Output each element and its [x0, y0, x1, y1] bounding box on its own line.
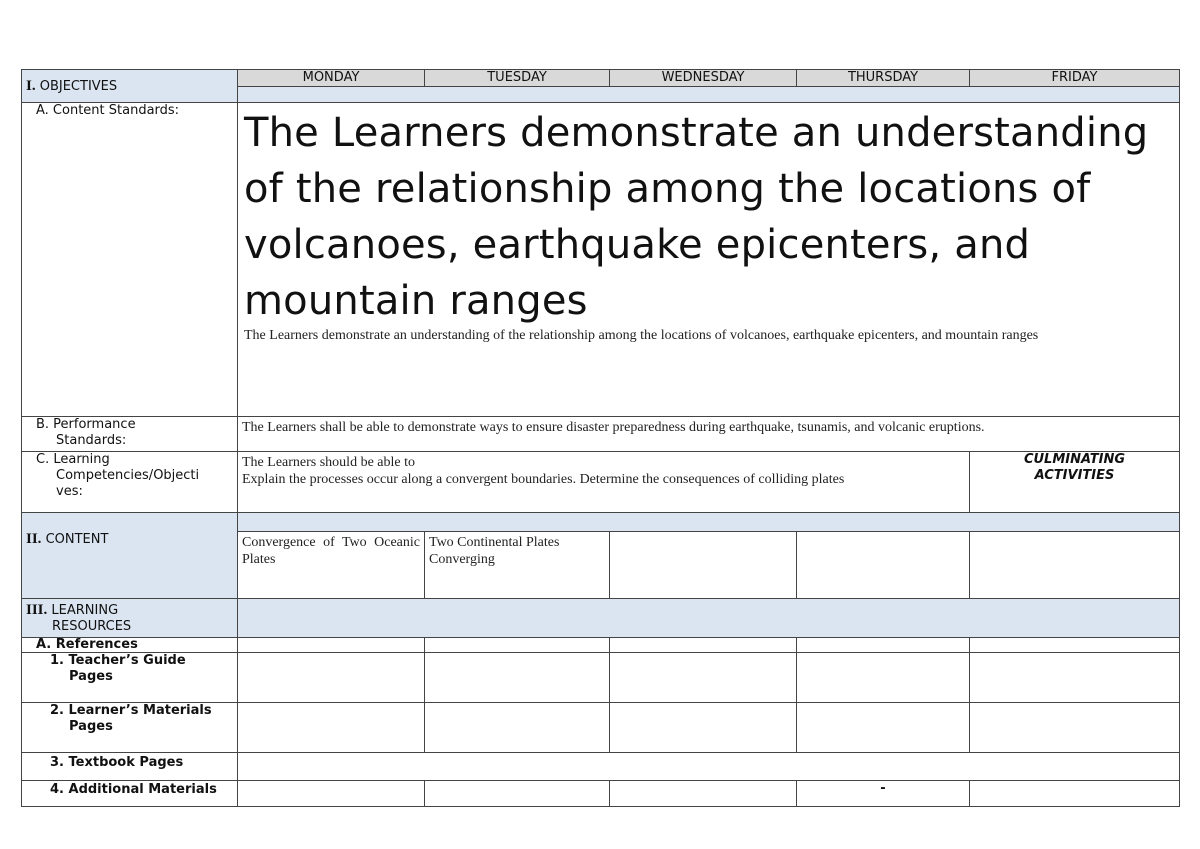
content-standards-label-text: A. Content Standards: [36, 103, 180, 118]
objectives-heading: OBJECTIVES [39, 78, 118, 94]
competencies-label-line1: C. Learning [36, 452, 110, 467]
objectives-numeral: I. [26, 77, 36, 94]
textbook-pages-label-text: 3. Textbook Pages [50, 755, 184, 770]
competencies-label-line2: Competencies/Objecti [56, 468, 200, 483]
resources-numeral: III. [26, 602, 48, 618]
additional-thursday: - [797, 781, 970, 807]
content-numeral: II. [26, 531, 42, 547]
learners-materials-tuesday [425, 703, 610, 753]
references-label [22, 638, 238, 653]
content-heading: CONTENT [45, 532, 109, 547]
resources-heading-cell [22, 599, 238, 638]
references-friday [970, 638, 1180, 653]
learners-materials-line2: Pages [69, 719, 113, 734]
additional-monday [238, 781, 425, 807]
teachers-guide-thursday [797, 653, 970, 703]
textbook-pages-cell [238, 753, 1180, 781]
references-label-text: A. References [36, 637, 138, 652]
references-monday [238, 638, 425, 653]
competencies-label-line3: ves: [56, 484, 83, 499]
learners-materials-label [22, 703, 238, 753]
additional-tuesday [425, 781, 610, 807]
daily-lesson-log-table [21, 69, 1180, 807]
objectives-heading-cell [22, 70, 238, 103]
additional-materials-label [22, 781, 238, 807]
teachers-guide-tuesday [425, 653, 610, 703]
competencies-line2: Explain the processes occur along a convergent boundaries. Determine the consequences of colliding plates [242, 472, 845, 487]
textbook-pages-label [22, 753, 238, 781]
content-standards-label [22, 103, 238, 417]
lesson-plan-sheet [21, 69, 1179, 814]
day-header-thursday: THURSDAY [797, 70, 970, 87]
teachers-guide-friday [970, 653, 1180, 703]
references-thursday [797, 638, 970, 653]
content-standards-small-text: The Learners demonstrate an understanding of the relationship among the locations of volcanoes, earthquake epicenters, and mountain ranges [244, 328, 1039, 343]
learners-materials-line1: 2. Learner’s Materials [50, 703, 212, 718]
content-friday [970, 532, 1180, 599]
content-wednesday [610, 532, 797, 599]
learners-materials-monday [238, 703, 425, 753]
objectives-blue-band [238, 87, 1180, 103]
content-monday: Convergence of Two Oceanic Plates [238, 532, 425, 599]
culminating-activities-text: CULMINATING ACTIVITIES [1023, 452, 1126, 483]
teachers-guide-line2: Pages [69, 669, 113, 684]
additional-friday [970, 781, 1180, 807]
day-header-tuesday: TUESDAY [425, 70, 610, 87]
teachers-guide-line1: 1. Teacher’s Guide [50, 653, 186, 668]
content-blue-band [238, 513, 1180, 532]
teachers-guide-wednesday [610, 653, 797, 703]
day-header-friday: FRIDAY [970, 70, 1180, 87]
performance-label-line1: B. Performance [36, 417, 136, 432]
content-thursday [797, 532, 970, 599]
learners-materials-thursday [797, 703, 970, 753]
additional-materials-label-text: 4. Additional Materials [50, 782, 217, 797]
performance-label-line2: Standards: [56, 433, 127, 448]
teachers-guide-label [22, 653, 238, 703]
content-standards-large-text: The Learners demonstrate an understanding of the relationship among the locations of volcanoes, earthquake epicenters, and mountain ranges [244, 110, 1149, 324]
competencies-label [22, 452, 238, 513]
competencies-text-cell [238, 452, 970, 513]
day-header-monday: MONDAY [238, 70, 425, 87]
culminating-activities-cell [970, 452, 1180, 513]
references-wednesday [610, 638, 797, 653]
performance-standards-text: The Learners shall be able to demonstrate ways to ensure disaster preparedness during earthquake, tsunamis, and volcanic eruptions. [238, 417, 1180, 452]
day-header-wednesday: WEDNESDAY [610, 70, 797, 87]
references-tuesday [425, 638, 610, 653]
performance-standards-label [22, 417, 238, 452]
resources-heading-line2: RESOURCES [52, 619, 132, 634]
learners-materials-wednesday [610, 703, 797, 753]
learners-materials-friday [970, 703, 1180, 753]
content-tuesday: Two Continental Plates Converging [425, 532, 610, 599]
resources-blue-band [238, 599, 1180, 638]
content-standards-cell [238, 103, 1180, 417]
competencies-line1: The Learners should be able to [242, 455, 415, 470]
additional-wednesday [610, 781, 797, 807]
content-heading-cell [22, 513, 238, 599]
resources-heading-line1: LEARNING [51, 603, 119, 618]
teachers-guide-monday [238, 653, 425, 703]
